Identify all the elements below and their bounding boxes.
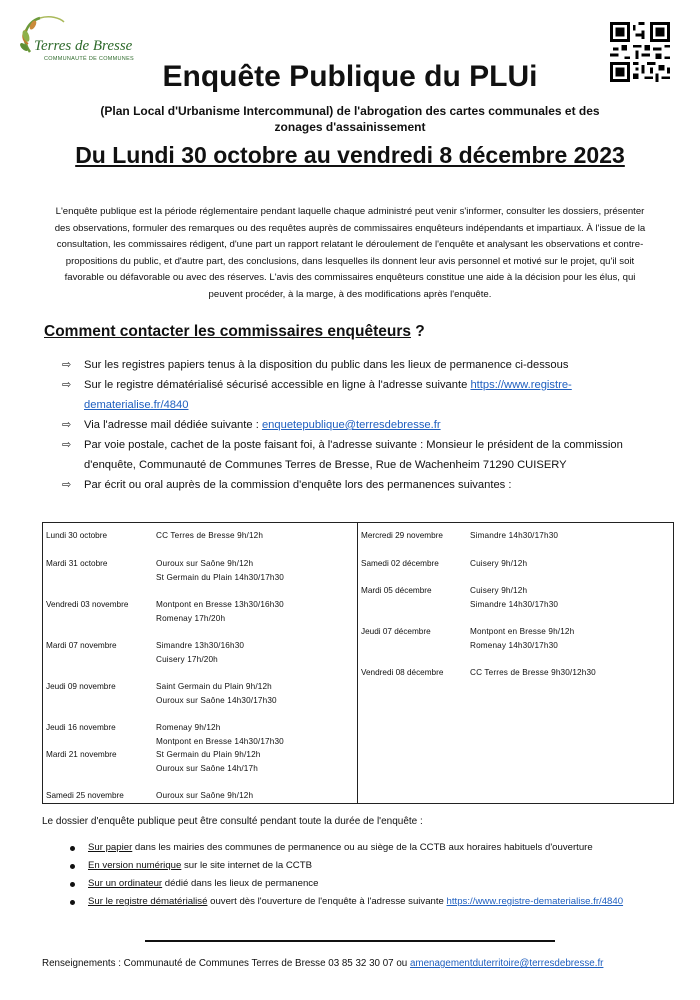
registre-link[interactable]: https://www.registre-dematerialise.fr/4840 [446, 896, 624, 907]
schedule-slot: Simandre 14h30/17h30 [470, 531, 559, 540]
schedule-slot: Simandre 14h30/17h30 [470, 600, 559, 609]
consult-item-text: dédié dans les lieux de permanence [162, 878, 319, 889]
list-item [62, 475, 667, 495]
enquiry-dates: Du Lundi 30 octobre au vendredi 8 décembre 2023 [75, 142, 625, 168]
schedule-slot: Montpont en Bresse 13h30/16h30 [156, 600, 284, 609]
schedule-slot: Ouroux sur Saône 14h/17h [156, 764, 258, 773]
schedule-date: Samedi 25 novembre [46, 791, 124, 800]
schedule-date: Jeudi 16 novembre [46, 723, 116, 732]
contact-heading-suffix: ? [410, 323, 425, 340]
schedule-slot: Ouroux sur Saône 9h/12h [156, 791, 254, 800]
consult-list [70, 839, 660, 911]
schedule-date: Vendredi 03 novembre [46, 600, 129, 609]
bullet-icon [70, 864, 75, 869]
bullet-icon [70, 882, 75, 887]
consult-item-key: Sur le registre dématérialisé [88, 896, 208, 907]
consult-heading: Le dossier d'enquête publique peut être consulté pendant toute la durée de l'enquête : [42, 816, 423, 827]
contact-item-text: Sur le registre dématérialisé sécurisé accessible en ligne à l'adresse suivante [84, 379, 471, 391]
footer-email-link[interactable]: amenagementduterritoire@terresdebresse.fr [409, 958, 604, 969]
consult-item-key: En version numérique [88, 860, 182, 871]
schedule-column-right [358, 523, 673, 803]
intro-paragraph: L'enquête publique est la période réglementaire pendant laquelle chaque administré peut venir s'informer, consulter les dossiers, présenter des observations, formuler des remarques ou des requêtes auprès de commissaires enquêteurs indépendants et impartiaux. À l'issue de la consultation, les commissaires rédigent, d'une part un rapport relatant le déroulement de l'enquête et analysant les observations et contre-propositions du public, et d'autre part, des conclusions, dans lesquelles ils donnent leur avis personnel et motivé sur le projet, qu'il soit favorable ou défavorable ou avec des réserves. L'avis des commissaires enquêteurs constitue une aide à la décision pour les élus, qui peuvent procéder, à la marge, à des modifications après l'enquête. [54, 206, 646, 300]
arrow-right-icon: ⇨ [62, 479, 72, 491]
schedule-slot: St Germain du Plain 14h30/17h30 [156, 573, 285, 582]
schedule-slot: Montpont en Bresse 9h/12h [470, 627, 575, 636]
list-item [70, 857, 660, 875]
consult-item-text: dans les mairies des communes de permanence ou au siège de la CCTB aux horaires habituels d'ouverture [132, 842, 593, 853]
schedule-date: Samedi 02 décembre [361, 559, 439, 568]
schedule-slot: Saint Germain du Plain 9h/12h [156, 682, 272, 691]
page-title: Enquête Publique du PLUi [162, 60, 538, 93]
logo-subtitle: COMMUNAUTÉ DE COMMUNES [44, 56, 135, 62]
consult-item-key: Sur papier [88, 842, 133, 853]
arrow-right-icon: ⇨ [62, 419, 72, 431]
logo-title: Terres de Bresse [34, 38, 133, 54]
list-item [62, 355, 667, 375]
contact-item-text: Par voie postale, cachet de la poste faisant foi, à l'adresse suivante : Monsieur le président de la commission d'enquête, Communauté de Communes Terres de Bresse, Rue de Wachenheim 71290 CUISERY [84, 439, 623, 471]
schedule-date: Lundi 30 octobre [46, 531, 107, 540]
contact-list [62, 355, 667, 495]
schedule-date: Vendredi 08 décembre [361, 668, 444, 677]
schedule-slot: Romenay 17h/20h [156, 614, 226, 623]
list-item [62, 375, 667, 415]
contact-item-text: Via l'adresse mail dédiée suivante : [84, 419, 262, 431]
schedule-slot: Simandre 13h30/16h30 [156, 641, 245, 650]
consult-item-key: Sur un ordinateur [88, 878, 163, 889]
contact-heading [44, 323, 425, 341]
schedule-slot: Cuisery 9h/12h [470, 559, 528, 568]
email-link[interactable]: enquetepublique@terresdebresse.fr [261, 419, 441, 431]
schedule-slot: Romenay 14h30/17h30 [470, 641, 558, 650]
arrow-right-icon: ⇨ [62, 359, 72, 371]
consult-item-text: ouvert dès l'ouverture de l'enquête à l'adresse suivante [207, 896, 447, 907]
consult-item-text: sur le site internet de la CCTB [181, 860, 312, 871]
contact-item-text: Par écrit ou oral auprès de la commission d'enquête lors des permanences suivantes : [84, 479, 512, 491]
list-item [62, 435, 667, 475]
schedule-date: Jeudi 09 novembre [46, 682, 116, 691]
divider [145, 940, 555, 942]
schedule-slot: Ouroux sur Saône 14h30/17h30 [156, 696, 277, 705]
schedule-date: Mardi 07 novembre [46, 641, 117, 650]
contact-item-text: Sur les registres papiers tenus à la disposition du public dans les lieux de permanence ci-dessous [84, 359, 569, 371]
list-item [70, 893, 660, 911]
arrow-right-icon: ⇨ [62, 439, 72, 451]
schedule-slot: CC Terres de Bresse 9h30/12h30 [470, 668, 596, 677]
list-item [70, 875, 660, 893]
schedule-column-left [43, 523, 358, 803]
schedule-slot: Romenay 9h/12h [156, 723, 221, 732]
schedule-date: Mercredi 29 novembre [361, 531, 443, 540]
schedule-date: Jeudi 07 décembre [361, 627, 431, 636]
schedule-date: Mardi 21 novembre [46, 750, 117, 759]
schedule-slot: Ouroux sur Saône 9h/12h [156, 559, 254, 568]
list-item [62, 415, 667, 435]
schedule-slot: Cuisery 9h/12h [470, 586, 528, 595]
bullet-icon [70, 846, 75, 851]
schedule-slot: Cuisery 17h/20h [156, 655, 218, 664]
permanence-schedule [42, 522, 674, 804]
registre-link[interactable]: https://www.registre-dematerialise.fr/4840 [84, 379, 572, 411]
schedule-date: Mardi 05 décembre [361, 586, 432, 595]
footer [42, 958, 603, 969]
list-item [70, 839, 660, 857]
schedule-date: Mardi 31 octobre [46, 559, 108, 568]
schedule-slot: CC Terres de Bresse 9h/12h [156, 531, 264, 540]
bullet-icon [70, 900, 75, 905]
page-subtitle: (Plan Local d'Urbanisme Intercommunal) de l'abrogation des cartes communales et des zonages d'assainissement [100, 104, 600, 134]
contact-heading-text: Comment contacter les commissaires enquêteurs [44, 323, 411, 340]
arrow-right-icon: ⇨ [62, 379, 72, 391]
schedule-slot: Montpont en Bresse 14h30/17h30 [156, 737, 284, 746]
schedule-slot: St Germain du Plain 9h/12h [156, 750, 261, 759]
footer-text: Renseignements : Communauté de Communes Terres de Bresse 03 85 32 30 07 ou [42, 958, 410, 969]
